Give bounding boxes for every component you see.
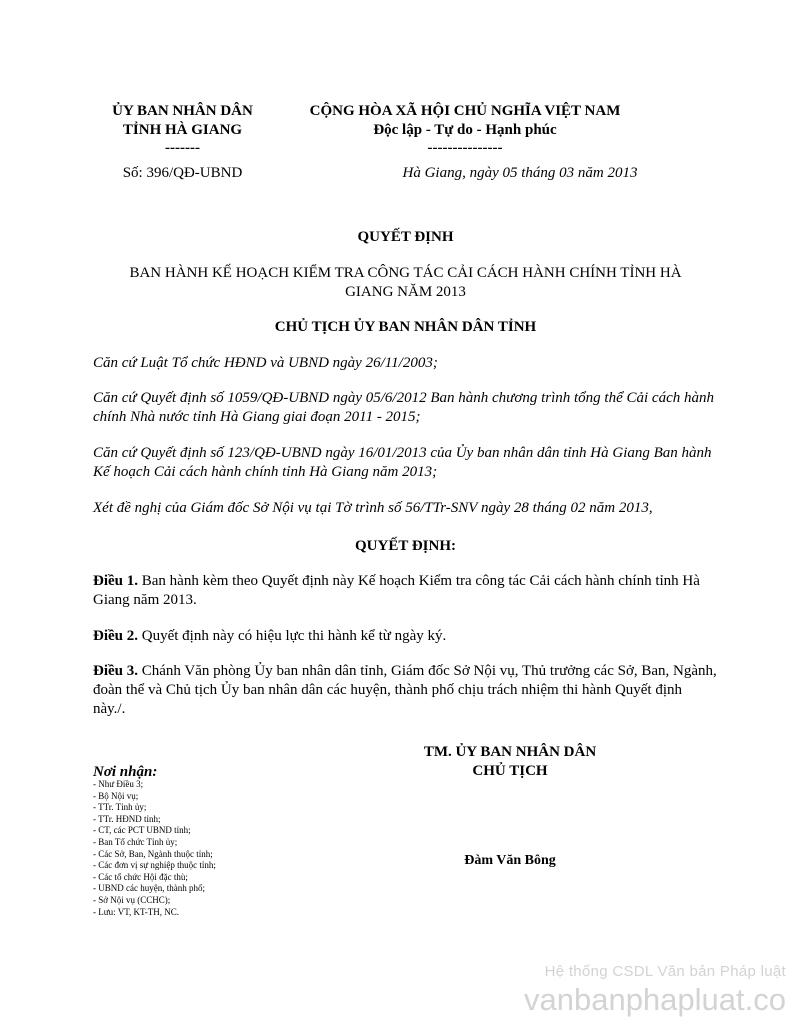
recipient-item: - TTr. Tỉnh ủy;	[93, 802, 147, 813]
place-date: Hà Giang, ngày 05 tháng 03 năm 2013	[402, 165, 638, 181]
recipient-item: - Ban Tổ chức Tỉnh ủy;	[93, 836, 178, 847]
article-2-text: Quyết định này có hiệu lực thi hành kể từ ngày ký.	[138, 628, 447, 644]
signature-title-line1: TM. ỦY BAN NHÂN DÂN	[423, 744, 597, 760]
article-3-label: Điều 3.	[93, 663, 138, 679]
recipient-item: - CT, các PCT UBND tỉnh;	[93, 825, 191, 836]
issuing-organization	[95, 102, 270, 156]
article-1-text: Ban hành kèm theo Quyết định này Kế hoạch Kiểm tra công tác Cải cách hành chính tỉnh Hà Giang năm 2013.	[93, 573, 700, 608]
org-name-line1: ỦY BAN NHÂN DÂN	[112, 103, 253, 119]
article-3	[93, 662, 718, 719]
country-name: CỘNG HÒA XÃ HỘI CHỦ NGHĨA VIỆT NAM	[309, 103, 621, 119]
recipients-heading: Nơi nhận:	[93, 764, 158, 780]
article-3-text: Chánh Văn phòng Ủy ban nhân dân tỉnh, Giám đốc Sở Nội vụ, Thủ trưởng các Sở, Ban, Ngành, đoàn thể và Chủ tịch Ủy ban nhân dân các huyện, thành phố chịu trách nhiệm thi hành Quyết định này./.	[93, 663, 717, 717]
recipient-item: - TTr. HĐND tỉnh;	[93, 813, 161, 824]
signer-name: Đàm Văn Bông	[464, 853, 556, 868]
legal-basis-3: Căn cứ Quyết định số 123/QĐ-UBND ngày 16/01/2013 của Ủy ban nhân dân tỉnh Hà Giang Ban hành Kế hoạch Cải cách hành chính tỉnh Hà Giang năm 2013;	[93, 445, 712, 480]
national-divider: ---------------	[427, 140, 503, 156]
recipient-item: - Lưu: VT, KT-TH, NC.	[93, 906, 179, 917]
recipient-item: - Sở Nội vụ (CCHC);	[93, 894, 171, 905]
recipient-item: - UBND các huyện, thành phố;	[93, 883, 205, 894]
article-1	[93, 572, 718, 610]
legal-basis-4: Xét đề nghị của Giám đốc Sở Nội vụ tại Tờ trình số 56/TTr-SNV ngày 28 tháng 02 năm 2013,	[93, 500, 653, 516]
article-2-label: Điều 2.	[93, 628, 138, 644]
recipient-item: - Bộ Nội vụ;	[93, 790, 139, 801]
recipient-item: - Các Sở, Ban, Ngành thuộc tỉnh;	[93, 848, 213, 859]
watermark-line2: vanbanphapluat.co	[523, 982, 786, 1017]
watermark-line1: Hệ thống CSDL Văn bản Pháp luật	[544, 963, 786, 980]
recipients-list	[93, 779, 353, 918]
recipient-item: - Như Điều 3;	[93, 779, 144, 789]
article-2	[93, 627, 718, 646]
article-1-label: Điều 1.	[93, 573, 138, 589]
subject-line1: BAN HÀNH KẾ HOẠCH KIỂM TRA CÔNG TÁC CẢI CÁCH HÀNH CHÍNH TỈNH HÀ	[129, 265, 682, 281]
national-motto: Độc lập - Tự do - Hạnh phúc	[373, 122, 557, 138]
org-divider: -------	[165, 140, 200, 156]
recipient-item: - Các tổ chức Hội đặc thù;	[93, 871, 188, 882]
document-type: QUYẾT ĐỊNH	[357, 229, 454, 245]
legal-basis-1: Căn cứ Luật Tổ chức HĐND và UBND ngày 26/11/2003;	[93, 355, 438, 371]
national-header	[270, 102, 660, 156]
signature-block	[380, 743, 640, 781]
legal-basis-2: Căn cứ Quyết định số 1059/QĐ-UBND ngày 05/6/2012 Ban hành chương trình tổng thể Cải cách hành chính Nhà nước tỉnh Hà Giang giai đoạn 2011 - 2015;	[93, 390, 714, 425]
issuing-authority: CHỦ TỊCH ỦY BAN NHÂN DÂN TỈNH	[274, 319, 537, 335]
document-subject	[93, 264, 718, 302]
decision-heading: QUYẾT ĐỊNH:	[355, 538, 456, 554]
recipient-item: - Các đơn vị sự nghiệp thuộc tỉnh;	[93, 860, 216, 871]
org-name-line2: TỈNH HÀ GIANG	[122, 122, 243, 138]
subject-line2: GIANG NĂM 2013	[345, 284, 466, 300]
document-number: Số: 396/QĐ-UBND	[122, 165, 243, 181]
signature-title-line2: CHỦ TỊCH	[472, 763, 548, 779]
